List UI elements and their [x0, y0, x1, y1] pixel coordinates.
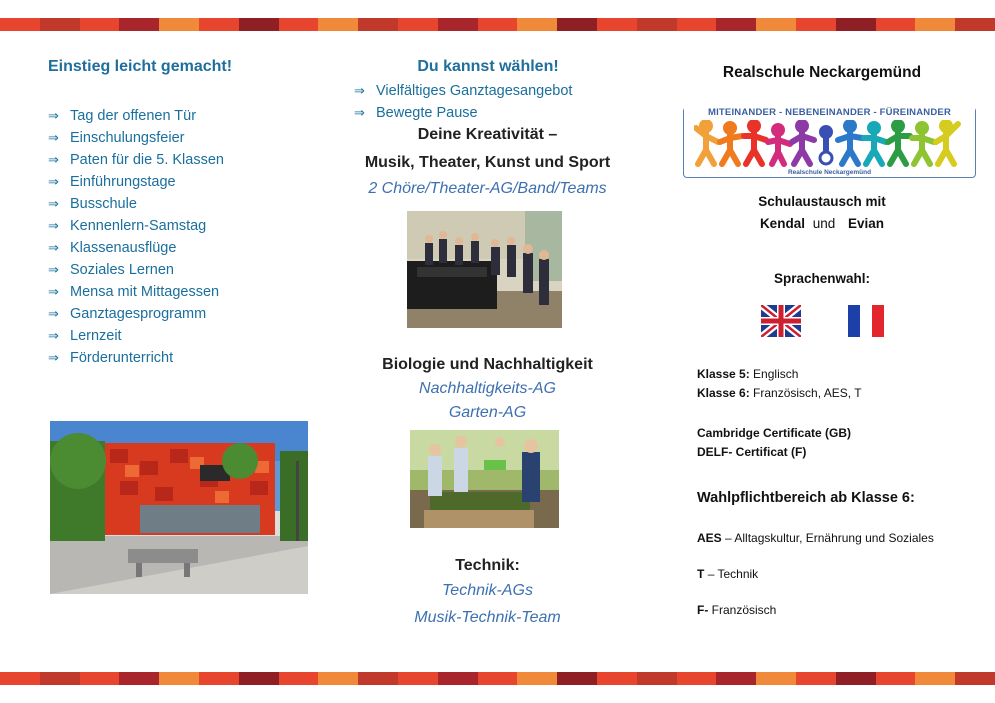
aes-label: AES — [697, 531, 722, 545]
sustainability-ag: Nachhaltigkeits-AG — [419, 380, 556, 397]
band-segment — [159, 672, 199, 685]
arrow-right-icon: ⇒ — [354, 105, 365, 120]
children-figures-icon — [694, 120, 964, 168]
arrow-right-icon: ⇒ — [48, 218, 59, 233]
exchange-cities — [672, 216, 972, 231]
klasse6-value: Französisch, AES, T — [753, 386, 862, 400]
arrow-right-icon: ⇒ — [48, 130, 59, 145]
list-item — [48, 105, 224, 127]
band-segment — [438, 672, 478, 685]
list-item-label: Kennenlern-Samstag — [70, 218, 207, 234]
list-item-label: Tag der offenen Tür — [70, 108, 197, 124]
band-segment — [836, 672, 876, 685]
band-segment — [756, 18, 796, 31]
school-building-photo — [50, 421, 308, 594]
band-segment — [0, 18, 40, 31]
band-segment — [159, 18, 199, 31]
band-segment — [677, 18, 717, 31]
klasse6-label: Klasse 6: — [697, 386, 750, 400]
band-segment — [478, 18, 518, 31]
band-segment — [199, 18, 239, 31]
list-item — [48, 171, 224, 193]
band-segment — [597, 18, 637, 31]
band-segment — [876, 672, 916, 685]
list-item — [354, 102, 572, 124]
aes-value: – Alltagskultur, Ernährung und Soziales — [725, 531, 934, 545]
exchange-city-kendal: Kendal — [759, 216, 805, 231]
klasse6-line — [697, 386, 862, 400]
klasse5-label: Klasse 5: — [697, 367, 750, 381]
technik-heading: Technik: — [455, 557, 520, 574]
list-item-label: Lernzeit — [70, 328, 122, 344]
languages-heading: Sprachenwahl: — [773, 271, 871, 286]
band-segment — [398, 18, 438, 31]
list-item — [48, 149, 224, 171]
band-segment — [119, 672, 159, 685]
school-logo — [683, 107, 976, 178]
list-item — [48, 215, 224, 237]
f-label: F- — [697, 603, 709, 617]
arrow-right-icon: ⇒ — [48, 284, 59, 299]
t-value: – Technik — [707, 567, 759, 581]
band-segment — [876, 18, 916, 31]
t-label: T — [697, 567, 705, 581]
klasse5-value: Englisch — [753, 367, 799, 381]
garden-photo — [410, 430, 559, 528]
uk-flag-icon — [761, 305, 801, 337]
exchange-line: Schulaustausch mit — [758, 194, 886, 209]
wpf-heading: Wahlpflichtbereich ab Klasse 6: — [697, 490, 915, 506]
band-segment — [119, 18, 159, 31]
list-item — [48, 303, 224, 325]
band-segment — [279, 18, 319, 31]
arrow-right-icon: ⇒ — [48, 196, 59, 211]
f-line — [697, 603, 776, 617]
list-item — [48, 259, 224, 281]
band-segment — [199, 672, 239, 685]
france-flag-icon — [848, 305, 884, 337]
band-segment — [318, 672, 358, 685]
technik-ags: Technik-AGs — [442, 582, 533, 599]
arrow-right-icon: ⇒ — [48, 108, 59, 123]
klasse5-line — [697, 367, 798, 381]
arrow-right-icon: ⇒ — [48, 174, 59, 189]
band-segment — [716, 672, 756, 685]
list-item-label: Förderunterricht — [70, 350, 174, 366]
band-segment — [955, 18, 995, 31]
arrow-right-icon: ⇒ — [48, 350, 59, 365]
band-segment — [40, 672, 80, 685]
top-color-band — [0, 18, 995, 31]
aes-line — [697, 531, 934, 545]
logo-caption: Realschule Neckargemünd — [787, 169, 872, 176]
biology-heading: Biologie und Nachhaltigkeit — [382, 356, 593, 373]
music-tech-team: Musik-Technik-Team — [414, 609, 561, 626]
left-title: Einstieg leicht gemacht! — [48, 58, 233, 75]
list-item-label: Soziales Lernen — [70, 262, 174, 278]
arrow-right-icon: ⇒ — [354, 83, 365, 98]
band-segment — [597, 672, 637, 685]
arrow-right-icon: ⇒ — [48, 152, 59, 167]
band-segment — [358, 18, 398, 31]
exchange-city-evian: Evian — [848, 216, 885, 231]
band-segment — [80, 672, 120, 685]
garden-ag: Garten-AG — [448, 404, 527, 421]
band-segment — [796, 18, 836, 31]
bottom-color-band — [0, 672, 995, 685]
band-segment — [716, 18, 756, 31]
list-item — [48, 325, 224, 347]
band-segment — [438, 18, 478, 31]
list-item — [48, 237, 224, 259]
list-item — [354, 80, 572, 102]
band-segment — [557, 672, 597, 685]
band-segment — [677, 672, 717, 685]
list-item-label: Ganztagesprogramm — [70, 306, 207, 322]
band-segment — [557, 18, 597, 31]
list-item — [48, 281, 224, 303]
band-segment — [239, 18, 279, 31]
middle-title: Du kannst wählen! — [417, 58, 559, 75]
list-item-label: Einführungstage — [70, 174, 176, 190]
list-item-label: Einschulungsfeier — [70, 130, 185, 146]
list-item-label: Busschule — [70, 196, 137, 212]
band-segment — [517, 18, 557, 31]
band-segment — [796, 672, 836, 685]
band-segment — [478, 672, 518, 685]
band-segment — [318, 18, 358, 31]
band-segment — [756, 672, 796, 685]
band-segment — [637, 672, 677, 685]
band-segment — [836, 18, 876, 31]
choir-photo — [407, 211, 562, 328]
list-item-label: Paten für die 5. Klassen — [70, 152, 224, 168]
t-line — [697, 567, 758, 581]
left-bullet-list — [48, 105, 224, 369]
middle-bullet-list — [354, 80, 572, 124]
logo-banner-text: MITEINANDER - NEBENEINANDER - FÜREINANDER — [684, 107, 975, 119]
band-segment — [637, 18, 677, 31]
band-segment — [915, 672, 955, 685]
f-value: Französisch — [711, 603, 777, 617]
cambridge-certificate: Cambridge Certificate (GB) — [697, 426, 852, 440]
creativity-heading: Deine Kreativität – — [417, 126, 558, 143]
band-segment — [915, 18, 955, 31]
band-segment — [517, 672, 557, 685]
creativity-offers: 2 Chöre/Theater-AG/Band/Teams — [368, 180, 607, 197]
school-name-title: Realschule Neckargemünd — [722, 64, 922, 81]
list-item-label: Mensa mit Mittagessen — [70, 284, 220, 300]
band-segment — [80, 18, 120, 31]
list-item-label: Klassenausflüge — [70, 240, 177, 256]
band-segment — [955, 672, 995, 685]
creativity-subheading: Musik, Theater, Kunst und Sport — [364, 154, 611, 171]
arrow-right-icon: ⇒ — [48, 240, 59, 255]
band-segment — [398, 672, 438, 685]
exchange-and: und — [812, 216, 836, 231]
arrow-right-icon: ⇒ — [48, 262, 59, 277]
band-segment — [0, 672, 40, 685]
list-item — [48, 347, 224, 369]
band-segment — [40, 18, 80, 31]
list-item — [48, 127, 224, 149]
delf-certificate: DELF- Certificat (F) — [697, 445, 807, 459]
arrow-right-icon: ⇒ — [48, 328, 59, 343]
arrow-right-icon: ⇒ — [48, 306, 59, 321]
list-item — [48, 193, 224, 215]
list-item-label: Vielfältiges Ganztagesangebot — [376, 83, 573, 99]
band-segment — [279, 672, 319, 685]
band-segment — [239, 672, 279, 685]
list-item-label: Bewegte Pause — [376, 105, 478, 121]
band-segment — [358, 672, 398, 685]
